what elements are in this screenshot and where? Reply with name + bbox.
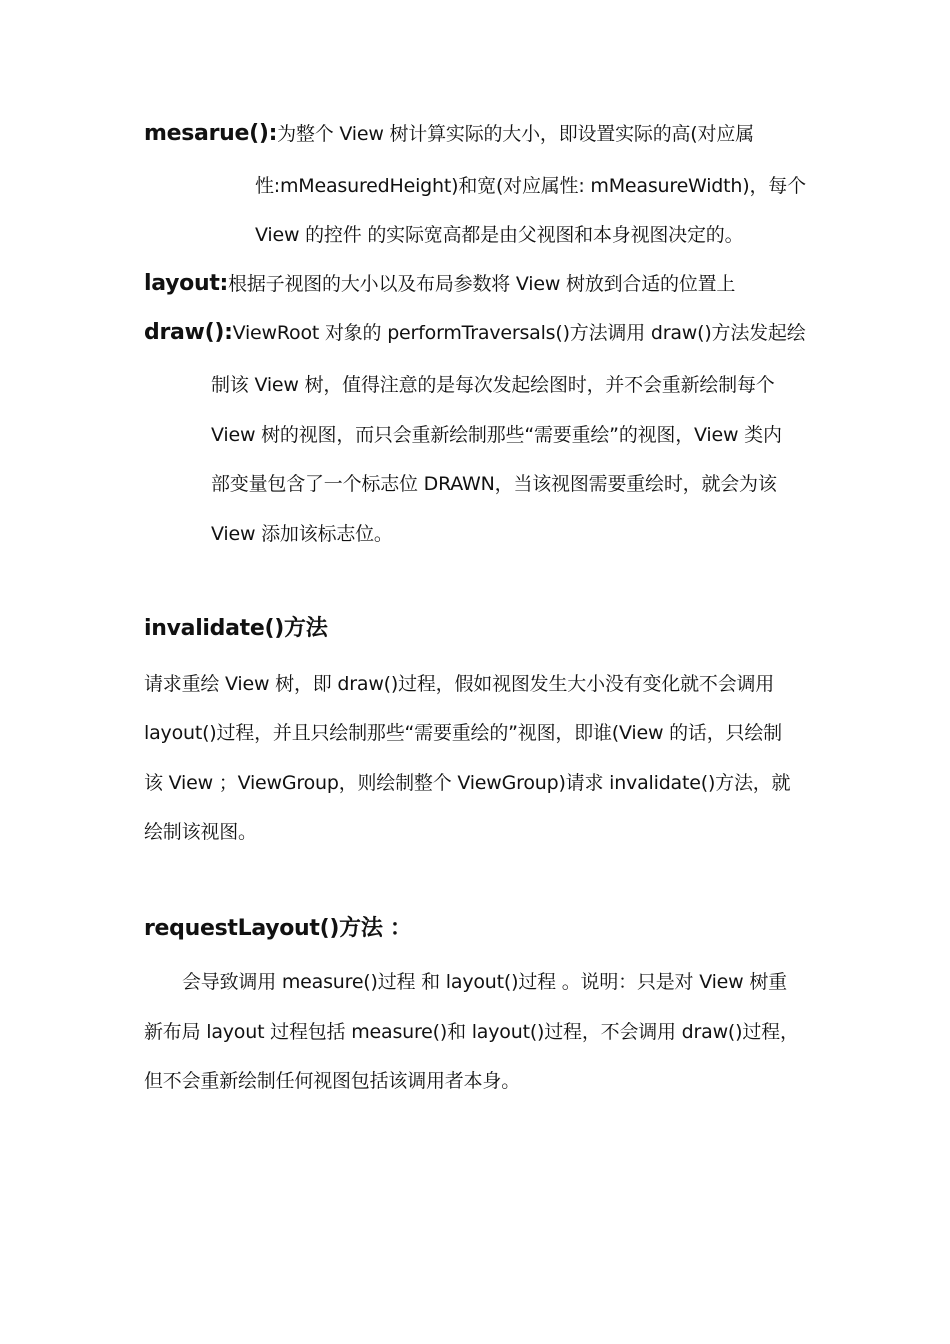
request-layout-line-2: 新布局 layout 过程包括 measure()和 layout()过程，不会调用 draw()过程， <box>144 1021 799 1043</box>
draw-line-3: View 树的视图，而只会重新绘制那些“需要重绘”的视图，View 类内 <box>211 424 782 446</box>
draw-line-2: 制该 View 树，值得注意的是每次发起绘图时，并不会重新绘制每个 <box>211 374 775 396</box>
layout-line-1 <box>144 271 735 297</box>
request-layout-heading: requestLayout()方法 ： <box>144 916 412 941</box>
draw-line-5: View 添加该标志位。 <box>211 523 393 545</box>
request-layout-line-3: 但不会重新绘制任何视图包括该调用者本身。 <box>144 1070 521 1092</box>
invalidate-line-4: 绘制该视图。 <box>144 821 257 843</box>
layout-term: layout: <box>144 271 229 296</box>
measure-term: mesarue(): <box>144 121 278 146</box>
measure-line-3: View 的控件 的实际宽高都是由父视图和本身视图决定的。 <box>255 224 744 246</box>
invalidate-line-1: 请求重绘 View 树，即 draw()过程，假如视图发生大小没有变化就不会调用 <box>144 673 775 695</box>
invalidate-line-2: layout()过程，并且只绘制那些“需要重绘的”视图，即谁(View 的话，只绘制 <box>144 722 782 744</box>
request-layout-line-1: 会导致调用 measure()过程 和 layout()过程 。说明：只是对 View 树重 <box>182 971 787 993</box>
draw-desc-1: ViewRoot 对象的 performTraversals()方法调用 draw()方法发起绘 <box>232 322 806 344</box>
measure-line-2: 性:mMeasuredHeight)和宽(对应属性: mMeasureWidth)，每个 <box>255 175 806 197</box>
invalidate-heading: invalidate()方法 <box>144 616 328 641</box>
measure-desc-1: 为整个 View 树计算实际的大小，即设置实际的高(对应属 <box>277 123 754 145</box>
draw-line-4: 部变量包含了一个标志位 DRAWN，当该视图需要重绘时，就会为该 <box>211 473 777 495</box>
invalidate-line-3: 该 View ；ViewGroup，则绘制整个 ViewGroup)请求 invalidate()方法，就 <box>144 772 791 794</box>
measure-line-1 <box>144 121 754 147</box>
layout-desc-1: 根据子视图的大小以及布局参数将 View 树放到合适的位置上 <box>228 273 736 295</box>
draw-term: draw(): <box>144 320 233 345</box>
draw-line-1 <box>144 320 806 346</box>
